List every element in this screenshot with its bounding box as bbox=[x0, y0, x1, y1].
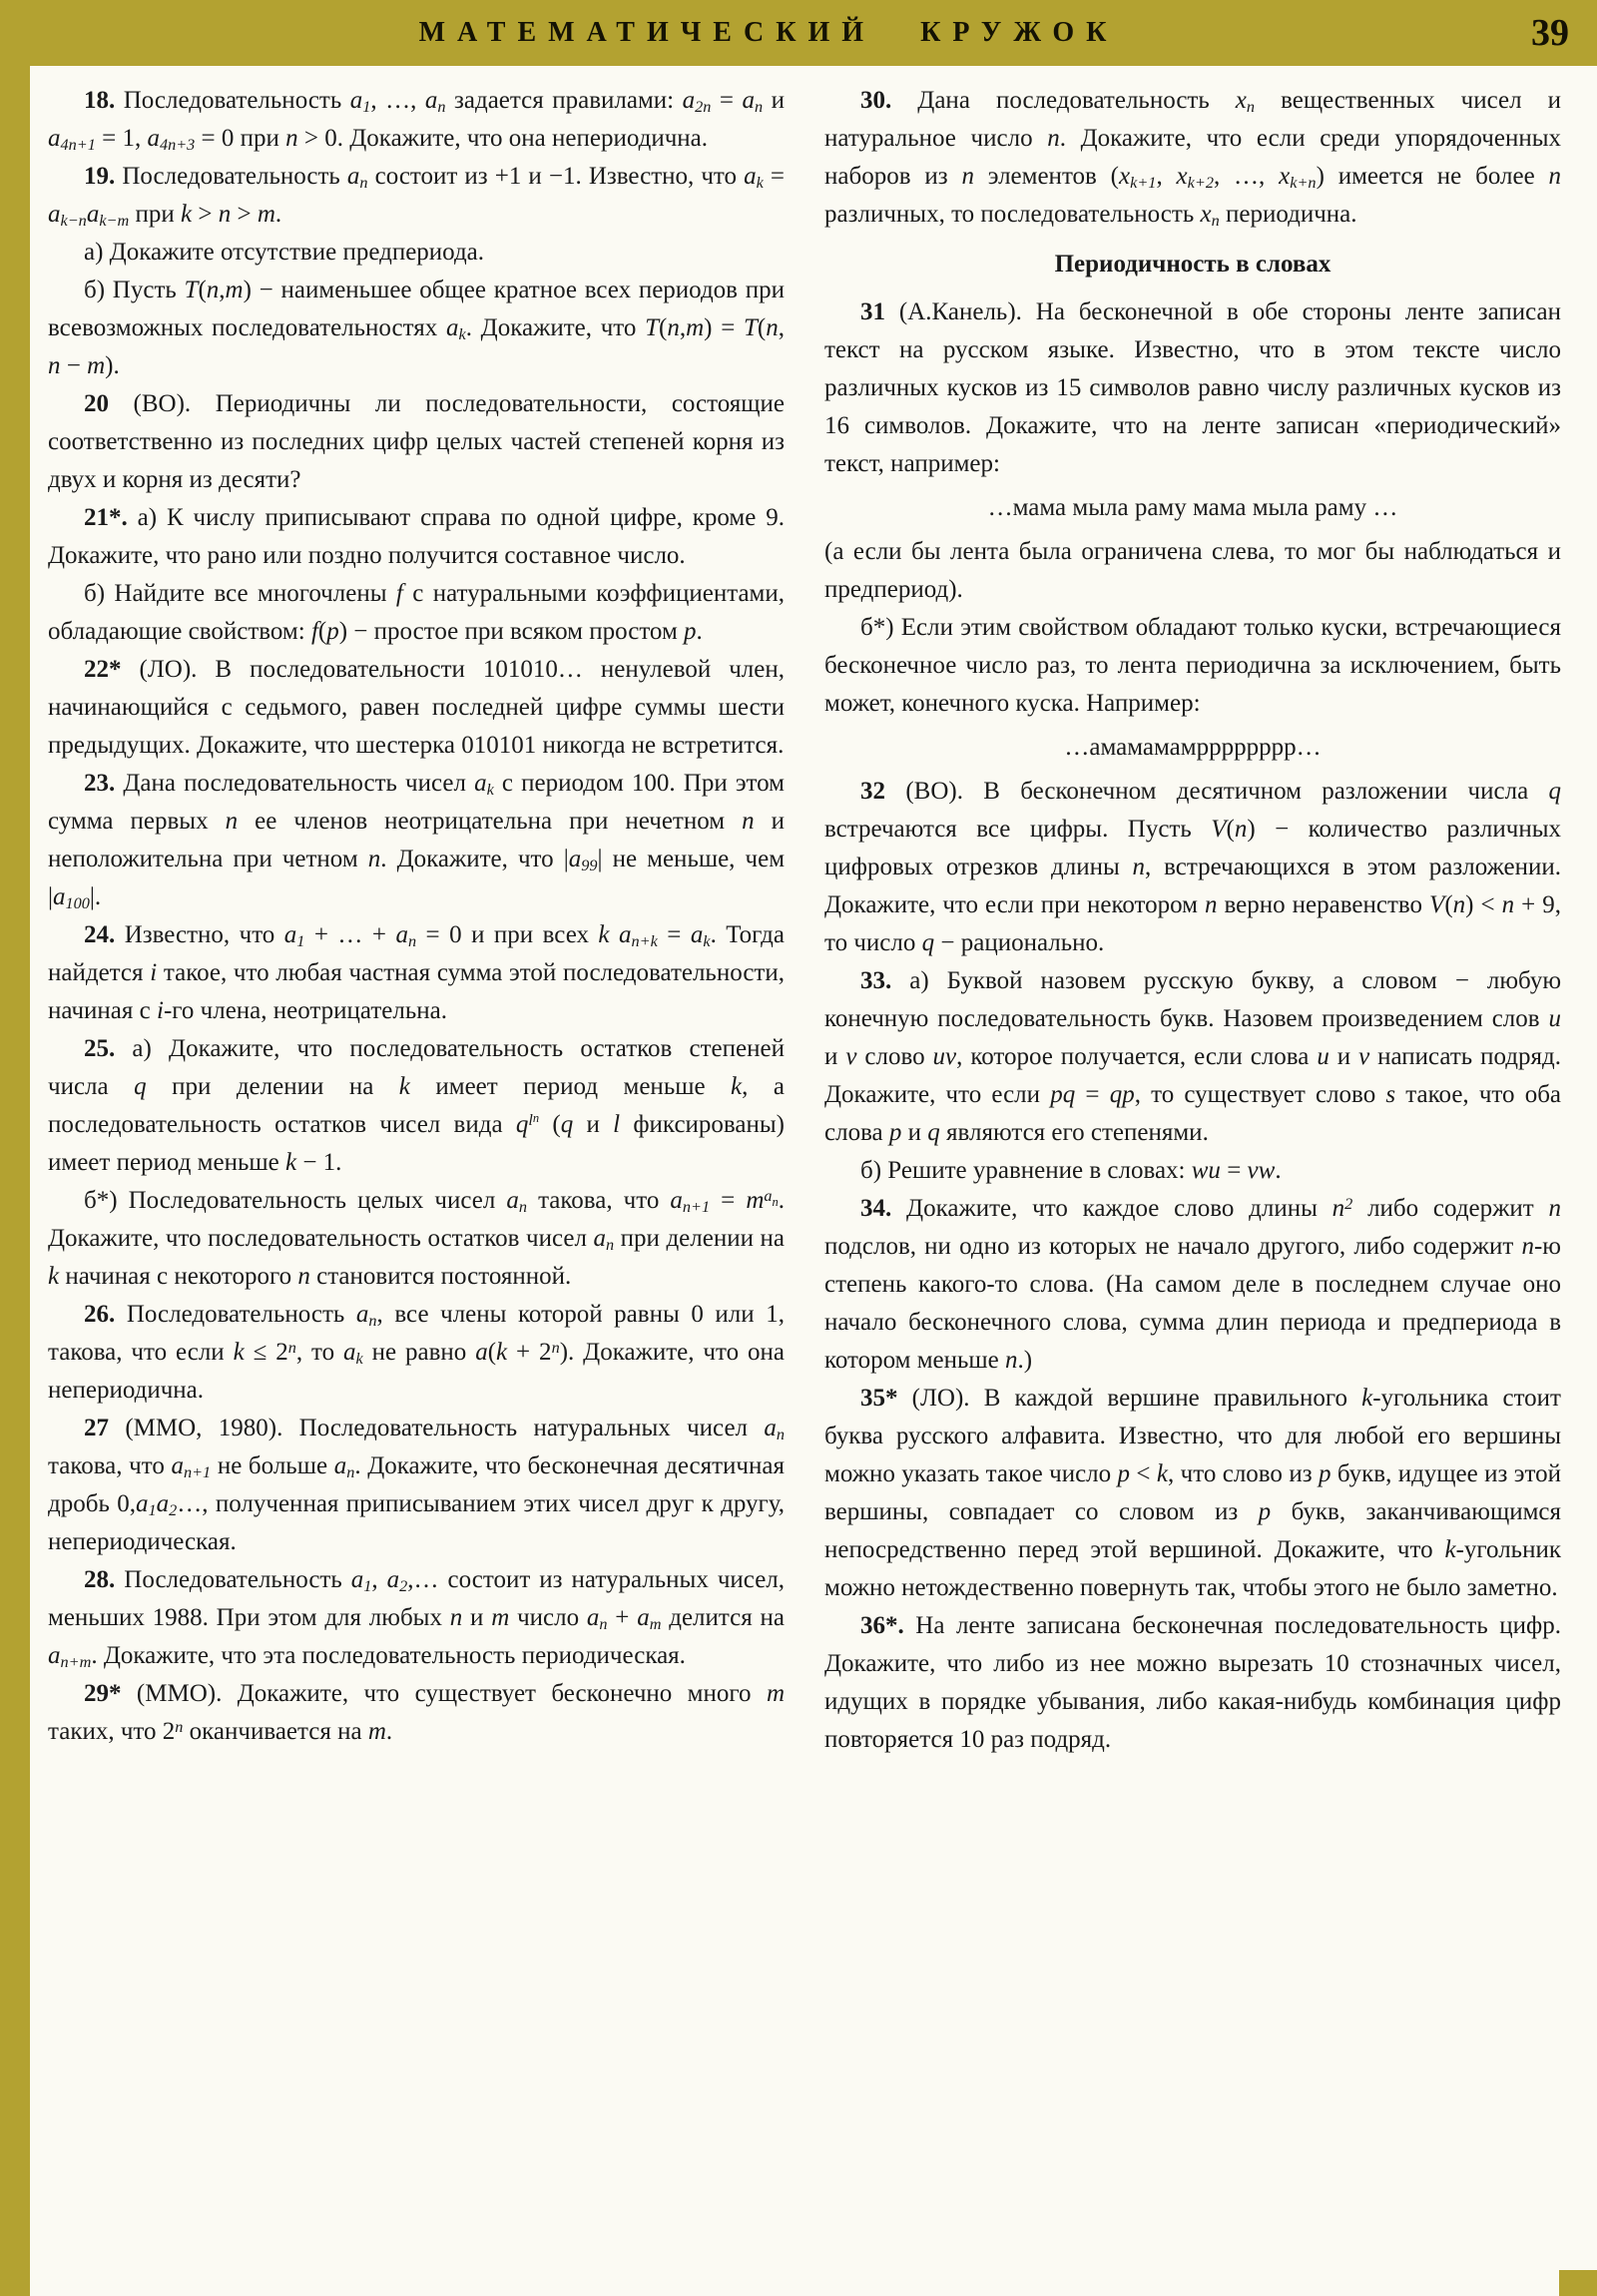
bold-text: 30. bbox=[860, 87, 892, 114]
subscript: n bbox=[599, 1614, 608, 1633]
math-var: vw bbox=[1247, 1157, 1276, 1184]
math-var: a bbox=[742, 87, 755, 114]
subscript: k+n bbox=[1290, 173, 1317, 192]
column-left bbox=[48, 82, 785, 1759]
math-var: q bbox=[515, 1111, 529, 1138]
subscript: k−m bbox=[99, 211, 130, 230]
subscript: n bbox=[1211, 211, 1220, 230]
math-var: a bbox=[682, 87, 696, 114]
subscript: n bbox=[754, 97, 764, 116]
math-var: m bbox=[225, 277, 244, 303]
bold-text: 21*. bbox=[84, 504, 128, 531]
subscript: n bbox=[407, 931, 417, 950]
math-var: k bbox=[1361, 1385, 1373, 1412]
math-var: n bbox=[206, 277, 220, 303]
math-var: n bbox=[1501, 891, 1515, 918]
paragraph: а) Докажите отсутствие предпериода. bbox=[84, 239, 485, 266]
paragraph: 23. Дана последовательность чисел ak с периодом 100. При этом сумма первых n ее членов неотрицательна при нечетном n и неположительна при четном n. Докажите, что |a99| не меньше, чем |a100|. bbox=[48, 770, 786, 912]
paragraph: 30. Дана последовательность xn вещественных чисел и натуральное число n. Докажите, что если среди упорядоченных наборов из n элементов (xk+1, xk+2, …, xk+n) имеется не более n различных, то последовательность xn периодична. bbox=[824, 87, 1562, 230]
math-var: V bbox=[1211, 816, 1227, 843]
bold-text: 33. bbox=[860, 967, 892, 994]
section-heading: Периодичность в словах bbox=[1054, 251, 1331, 278]
subscript: k bbox=[458, 324, 466, 343]
math-var: k bbox=[1444, 1536, 1456, 1563]
math-var: n bbox=[48, 352, 61, 379]
math-var: m bbox=[367, 1718, 386, 1745]
bold-text: 20 bbox=[84, 390, 109, 417]
example-line: …мама мыла раму мама мыла раму … bbox=[987, 494, 1398, 521]
subscript: n bbox=[437, 97, 446, 116]
math-var: a bbox=[593, 1225, 606, 1252]
paragraph: б) Пусть T(n,m) − наименьшее общее кратное всех периодов при всевозможных последовательностях ak. Докажите, что T(n,m) = T(n, n − m). bbox=[48, 277, 786, 379]
paragraph: б) Найдите все многочлены f с натуральными коэффициентами, обладающие свойством: f(p) − простое при всяком простом p. bbox=[48, 580, 785, 645]
math-var: a bbox=[670, 1187, 683, 1214]
bold-text: 26. bbox=[84, 1301, 116, 1328]
math-var: l bbox=[613, 1111, 621, 1138]
math-var: n bbox=[667, 314, 680, 341]
math-var: v bbox=[1358, 1043, 1370, 1070]
nested-superscript: n bbox=[532, 1111, 540, 1125]
subscript: n+m bbox=[60, 1652, 92, 1671]
math-var: k bbox=[233, 1339, 245, 1366]
paragraph: 34. Докажите, что каждое слово длины $n^2$ либо содержит n подслов, ни одно из которых не начало другого, либо содержит n-ю степень какого-то слова. (На самом деле в последнем случае оно начало бесконечного слова, сумма длин периода и предпериода в котором меньше n.) bbox=[824, 1195, 1561, 1374]
subscript: n+1 bbox=[682, 1197, 711, 1216]
math-var: n bbox=[1548, 1195, 1561, 1222]
subscript: k+1 bbox=[1130, 173, 1157, 192]
math-var: n bbox=[1047, 125, 1060, 152]
bold-text: 25. bbox=[84, 1035, 116, 1062]
math-var: q bbox=[1548, 778, 1561, 805]
math-var: x bbox=[1200, 201, 1212, 228]
subscript: k bbox=[756, 173, 764, 192]
subscript: n bbox=[359, 173, 368, 192]
math-var: a bbox=[568, 846, 582, 872]
math-var: n bbox=[225, 808, 239, 835]
math-var: v bbox=[845, 1043, 857, 1070]
math-var: u bbox=[1317, 1043, 1330, 1070]
subscript: 4n+3 bbox=[159, 135, 196, 154]
math-var: s bbox=[1385, 1081, 1396, 1108]
superscript: n bbox=[551, 1339, 560, 1358]
subscript: k bbox=[703, 931, 711, 950]
math-var: m bbox=[746, 1187, 765, 1214]
bold-text: 28. bbox=[84, 1566, 116, 1593]
math-var: a bbox=[346, 163, 360, 190]
paragraph: 35* (ЛО). В каждой вершине правильного k-угольника стоит буква русского алфавита. Известно, что для любой его вершины можно указать такое число p < k, что слово из p букв, идущее из этой вершины, совпадает со словом из p букв, заканчивающимся непосредственно перед этой вершиной. Докажите, что k-угольник можно нетождественно повернуть так, чтобы этого не было заметно. bbox=[824, 1385, 1561, 1601]
math-var: a bbox=[475, 1339, 488, 1366]
math-var: a bbox=[48, 1642, 61, 1669]
subscript: 2 bbox=[169, 1500, 178, 1519]
subscript: n bbox=[346, 1462, 355, 1481]
page-number: 39 bbox=[1531, 12, 1569, 54]
subscript: m bbox=[649, 1614, 662, 1633]
math-var: n bbox=[367, 846, 381, 872]
subscript: k bbox=[355, 1349, 363, 1368]
column-right bbox=[824, 82, 1561, 1759]
subscript: n bbox=[518, 1197, 528, 1216]
math-var: m bbox=[87, 352, 106, 379]
math-var: a bbox=[156, 1490, 170, 1517]
superscript: l bbox=[528, 1111, 533, 1130]
math-var: n bbox=[285, 125, 298, 152]
math-var: a bbox=[350, 1566, 364, 1593]
math-var: a bbox=[53, 883, 66, 910]
math-var: a bbox=[506, 1187, 519, 1214]
math-var: q bbox=[134, 1073, 147, 1100]
bold-text: 32 bbox=[860, 778, 885, 805]
subscript: 4n+1 bbox=[60, 135, 96, 154]
paragraph: 20 (ВО). Периодичны ли последовательности, состоящие соответственно из последних цифр целых частей степеней корня из двух и корня из десяти? bbox=[48, 390, 785, 493]
paragraph: 21*. а) К числу приписывают справа по одной цифре, кроме 9. Докажите, что рано или поздно получится составное число. bbox=[48, 504, 785, 569]
paragraph: 31 (А.Канель). На бесконечной в обе стороны ленте записан текст на русском языке. Известно, что в этом тексте число различных кусков из 15 символов равно числу различных кусков из 16 символов. Докажите, что на ленте записан «периодический» текст, например: bbox=[824, 298, 1561, 477]
subscript: n bbox=[368, 1311, 377, 1330]
math-var: n bbox=[218, 201, 232, 228]
paragraph: 26. Последовательность an, все члены которой равны 0 или 1, такова, что если $k \le 2^n$, то ak не равно $a(k + 2^n)$. Докажите, что она непериодична. bbox=[48, 1301, 785, 1404]
header-bar bbox=[0, 0, 1597, 66]
paragraph: 22* (ЛО). В последовательности 101010… ненулевой член, начинающийся с седьмого, равен последней цифре суммы шести предыдущих. Докажите, что шестерка 010101 никогда не встретится. bbox=[48, 656, 785, 759]
math-var: a bbox=[135, 1490, 149, 1517]
math-var: q bbox=[927, 1119, 940, 1146]
math-var: n bbox=[1005, 1347, 1018, 1374]
math-var: p bbox=[1117, 1460, 1131, 1487]
math-var: a bbox=[424, 87, 438, 114]
math-var: i bbox=[150, 959, 158, 986]
math-var: k bbox=[731, 1073, 743, 1100]
math-var: pq bbox=[1050, 1081, 1076, 1108]
math-var: a bbox=[744, 163, 757, 190]
bold-text: 22* bbox=[84, 656, 122, 683]
math-var: n bbox=[1452, 891, 1466, 918]
math-var: k bbox=[598, 921, 610, 948]
bold-text: 29* bbox=[84, 1680, 122, 1707]
bold-text: 27 bbox=[84, 1415, 109, 1441]
math-var: a bbox=[764, 1415, 777, 1441]
math-var: V bbox=[1429, 891, 1445, 918]
paragraph: 27 (ММО, 1980). Последовательность натуральных чисел an такова, что an+1 не больше an. Докажите, что бесконечная десятичная дробь 0,a1a2…, полученная приписыванием этих чисел друг к другу, непериодическая. bbox=[48, 1415, 786, 1555]
math-var: a bbox=[86, 201, 100, 228]
paragraph: 29* (ММО). Докажите, что существует бесконечно много m таких, что 2$^n$ оканчивается на m. bbox=[48, 1680, 785, 1745]
math-var: a bbox=[619, 921, 632, 948]
subscript: k bbox=[486, 780, 494, 799]
math-var: a bbox=[349, 87, 363, 114]
paragraph: 25. а) Докажите, что последовательность остатков степеней числа q при делении на k имеет период меньше k, а последовательность остатков чисел вида $q^{ln}$ (q и l фиксированы) имеет период меньше k − 1. bbox=[48, 1035, 785, 1176]
math-var: uv bbox=[932, 1043, 957, 1070]
paragraph: б) Решите уравнение в словах: wu = vw. bbox=[860, 1157, 1282, 1184]
math-var: q bbox=[921, 929, 935, 956]
subscript: n+k bbox=[631, 931, 658, 950]
paragraph: б*) Последовательность целых чисел an такова, что $an+1 = m^an$. Докажите, что последовательность остатков чисел an при делении на k начиная с некоторого n становится постоянной. bbox=[48, 1187, 786, 1290]
subscript: 2 bbox=[399, 1576, 408, 1595]
example-line: …амамамамрррррррр… bbox=[1064, 734, 1322, 761]
bold-text: 18. bbox=[84, 87, 116, 114]
math-var: n bbox=[297, 1263, 310, 1290]
math-var: n bbox=[449, 1604, 463, 1631]
math-var: n bbox=[1132, 854, 1146, 880]
subscript: n bbox=[1246, 97, 1256, 116]
math-var: f bbox=[310, 618, 318, 645]
paragraph: б*) Если этим свойством обладают только куски, встречающиеся бесконечное число раз, то лента периодична за исключением, быть может, конечного куска. Например: bbox=[824, 614, 1561, 717]
bold-text: 31 bbox=[860, 298, 885, 325]
math-var: p bbox=[1258, 1498, 1272, 1525]
math-var: p bbox=[684, 618, 697, 645]
subscript: 100 bbox=[65, 893, 90, 912]
math-var: a bbox=[586, 1604, 600, 1631]
math-var: wu bbox=[1191, 1157, 1221, 1184]
paragraph: 28. Последовательность a1, a2,… состоит из натуральных чисел, меньших 1988. При этом для любых n и m число an + am делится на an+m. Докажите, что эта последовательность периодическая. bbox=[48, 1566, 786, 1671]
math-var: m bbox=[257, 201, 275, 228]
math-var: n bbox=[1204, 891, 1218, 918]
math-var: a bbox=[355, 1301, 369, 1328]
math-var: n bbox=[766, 314, 779, 341]
paragraph: 36*. На ленте записана бесконечная последовательность цифр. Докажите, что либо из нее можно вырезать 10 стозначных чисел, идущих в порядке убывания, либо какая-нибудь комбинация цифр повторяется 10 раз подряд. bbox=[824, 1612, 1561, 1753]
math-var: n bbox=[742, 808, 755, 835]
superscript: 2 bbox=[1344, 1195, 1353, 1214]
paragraph: 24. Известно, что a1 + … + an = 0 и при всех k an+k = ak. Тогда найдется i такое, что любая частная сумма этой последовательности, начиная с i-го члена, неотрицательна. bbox=[48, 921, 785, 1024]
bold-text: 34. bbox=[860, 1195, 892, 1222]
subscript: n bbox=[605, 1235, 615, 1254]
math-var: a bbox=[386, 1566, 400, 1593]
bold-text: 19. bbox=[84, 163, 116, 190]
math-var: a bbox=[171, 1452, 184, 1479]
nested-subscript: n bbox=[772, 1194, 779, 1209]
math-var: q bbox=[560, 1111, 574, 1138]
paragraph: 32 (ВО). В бесконечном десятичном разложении числа q встречаются все цифры. Пусть V(n) − количество различных цифровых отрезков длины n, встречающихся в этом разложении. Докажите, что если при некотором n верно неравенство V(n) < n + 9, то число q − рационально. bbox=[824, 778, 1562, 956]
math-var: n bbox=[1548, 163, 1562, 190]
math-var: k bbox=[48, 1263, 60, 1290]
math-var: T bbox=[744, 314, 758, 341]
math-var: n bbox=[1331, 1195, 1345, 1222]
math-var: a bbox=[690, 921, 704, 948]
paragraph: (а если бы лента была ограничена слева, то мог бы наблюдаться и предпериод). bbox=[824, 538, 1561, 603]
math-var: u bbox=[1548, 1005, 1561, 1032]
math-var: k bbox=[181, 201, 193, 228]
math-var: p bbox=[888, 1119, 902, 1146]
bold-text: 36*. bbox=[860, 1612, 904, 1639]
math-var: m bbox=[491, 1604, 510, 1631]
math-var: p bbox=[1318, 1460, 1331, 1487]
subscript: 2n bbox=[695, 97, 712, 116]
content-columns bbox=[48, 82, 1561, 1759]
math-var: T bbox=[184, 277, 199, 303]
subscript: 99 bbox=[581, 856, 598, 874]
superscript: n bbox=[287, 1339, 296, 1358]
bold-text: 24. bbox=[84, 921, 116, 948]
math-var: a bbox=[343, 1339, 356, 1366]
subscript: k+2 bbox=[1187, 173, 1214, 192]
superscript: a bbox=[764, 1187, 773, 1206]
subscript: 1 bbox=[148, 1500, 157, 1519]
math-var: k bbox=[1156, 1460, 1169, 1487]
math-var: p bbox=[326, 618, 339, 645]
math-var: T bbox=[645, 314, 660, 341]
paragraph: 18. Последовательность a1, …, an задается правилами: a2n = an и a4n+1 = 1, a4n+3 = 0 при n > 0. Докажите, что она непериодична. bbox=[48, 87, 785, 154]
subscript: n bbox=[776, 1425, 785, 1443]
math-var: x bbox=[1119, 163, 1131, 190]
paragraph: 33. а) Буквой назовем русскую букву, а словом − любую конечную последовательность букв. Назовем произведением слов u и v слово uv, которое получается, если слова u и v написать подряд. Докажите, что если pq = qp, то существует слово s такое, что оба слова p и q являются его степенями. bbox=[824, 967, 1562, 1146]
math-var: f bbox=[395, 580, 403, 607]
math-var: n bbox=[961, 163, 974, 190]
math-var: a bbox=[395, 921, 408, 948]
math-var: a bbox=[637, 1604, 650, 1631]
math-var: n bbox=[1521, 1233, 1534, 1260]
math-var: n bbox=[1234, 816, 1248, 843]
subscript: n+1 bbox=[183, 1462, 212, 1481]
math-var: a bbox=[48, 125, 61, 152]
math-var: a bbox=[333, 1452, 347, 1479]
subscript: 1 bbox=[363, 1576, 372, 1595]
math-var: qp bbox=[1109, 1081, 1135, 1108]
math-var: m bbox=[766, 1680, 785, 1707]
math-var: a bbox=[474, 770, 487, 797]
bold-text: 35* bbox=[860, 1385, 898, 1412]
math-var: a bbox=[147, 125, 160, 152]
paragraph: 19. Последовательность an состоит из +1 и −1. Известно, что ak = ak−nak−m при k > n > m. bbox=[48, 163, 786, 230]
left-edge-strip bbox=[0, 0, 30, 2296]
bottom-corner-mark bbox=[1559, 2270, 1597, 2296]
math-var: a bbox=[445, 314, 459, 341]
math-var: k bbox=[284, 1149, 297, 1176]
page-header-title: МАТЕМАТИЧЕСКИЙ КРУЖОК bbox=[418, 17, 1119, 48]
math-var: i bbox=[157, 997, 164, 1024]
math-var: x bbox=[1176, 163, 1188, 190]
math-var: k bbox=[496, 1339, 508, 1366]
bold-text: 23. bbox=[84, 770, 116, 797]
math-var: a bbox=[48, 201, 61, 228]
math-var: x bbox=[1235, 87, 1247, 114]
superscript: n bbox=[175, 1718, 184, 1737]
math-var: m bbox=[686, 314, 705, 341]
subscript: 1 bbox=[362, 97, 371, 116]
subscript: k−n bbox=[60, 211, 87, 230]
math-var: x bbox=[1279, 163, 1291, 190]
math-var: k bbox=[398, 1073, 410, 1100]
subscript: 1 bbox=[296, 931, 305, 950]
math-var: a bbox=[283, 921, 297, 948]
